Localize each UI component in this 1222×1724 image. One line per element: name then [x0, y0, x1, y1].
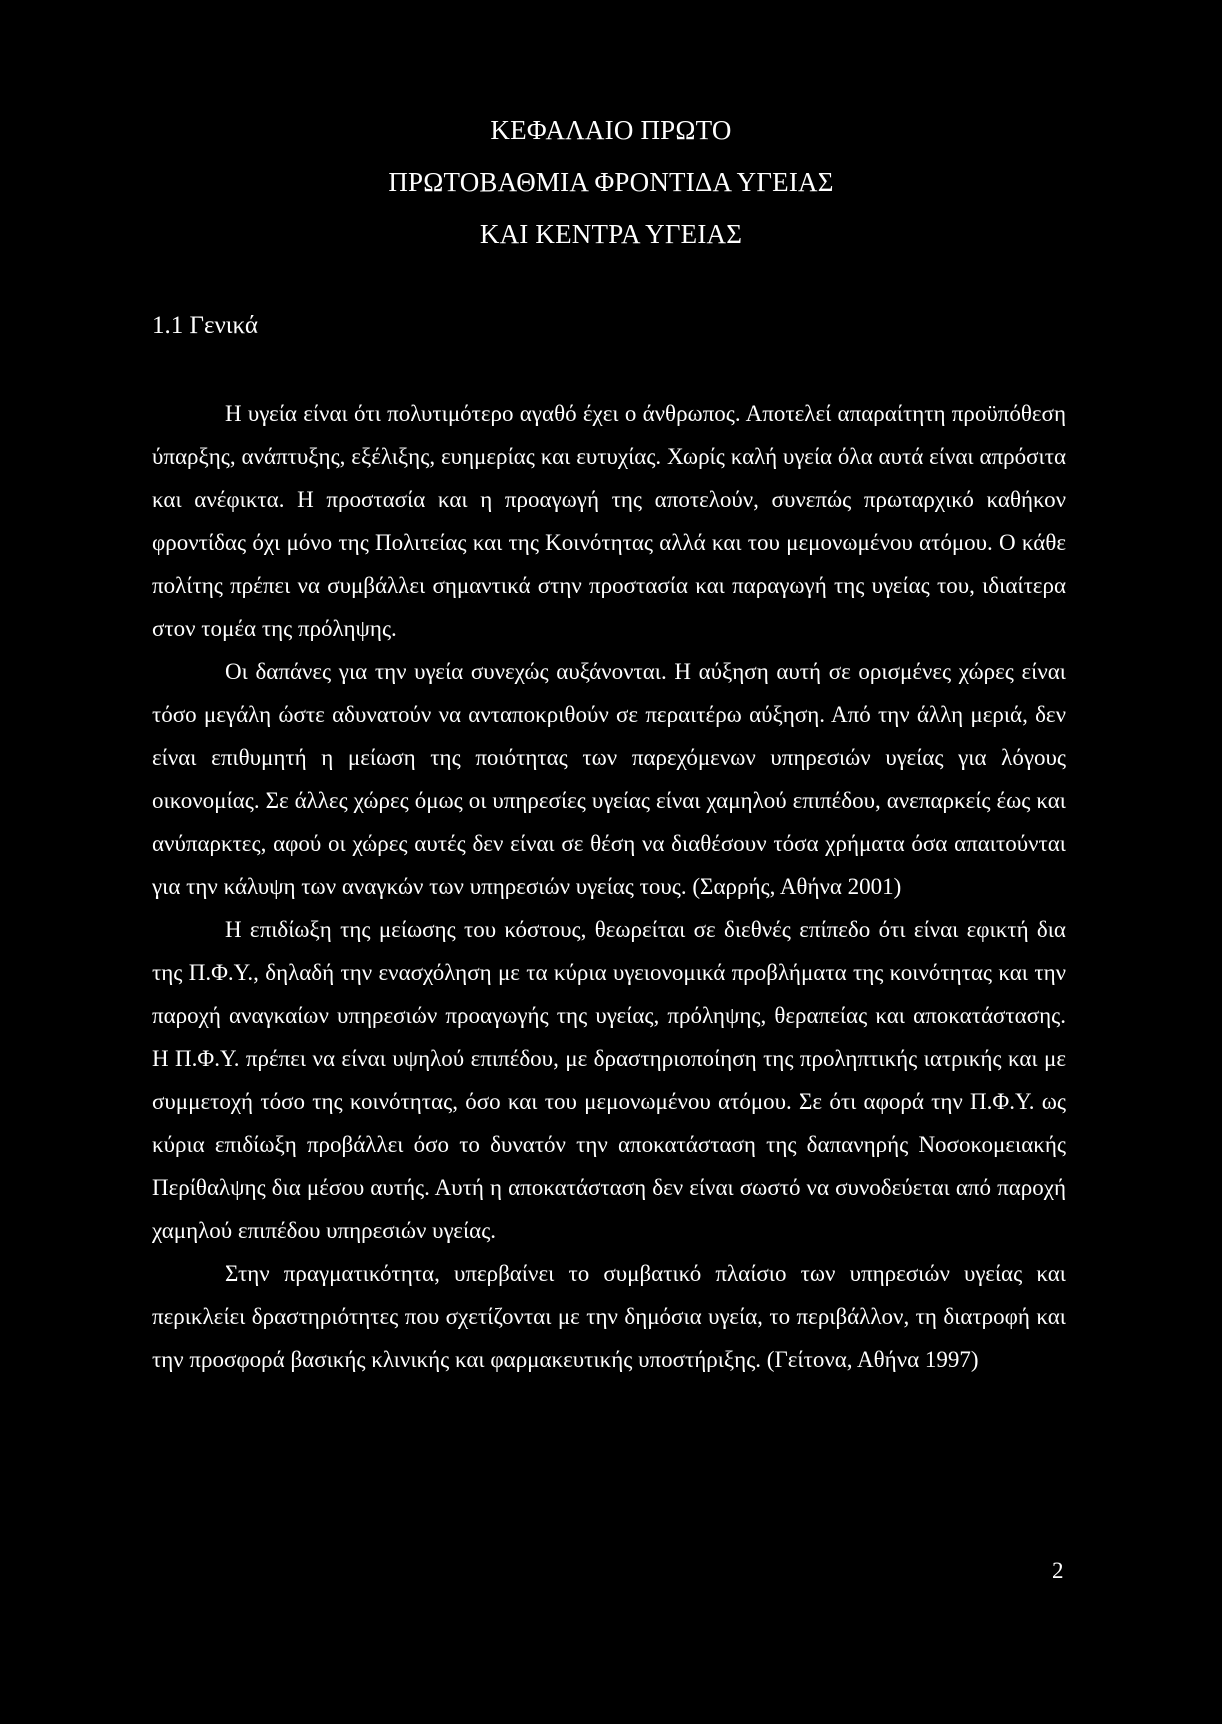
chapter-title-line-2: ΚΑΙ ΚΕΝΤΡΑ ΥΓΕΙΑΣ [479, 219, 743, 249]
body-text [152, 392, 1066, 1381]
paragraph: Η επιδίωξη της μείωσης του κόστους, θεωρείται σε διεθνές επίπεδο ότι είναι εφικτή δια της Π.Φ.Υ., δηλαδή την ενασχόληση με τα κύρια υγειονομικά προβλήματα της κοινότητας και την παροχή αναγκαίων υπηρεσιών προαγωγής της υγείας, πρόληψης, θεραπείας και αποκατάστασης. Η Π.Φ.Υ. πρέπει να είναι υψηλού επιπέδου, με δραστηριοποίηση της προληπτικής ιατρικής και με συμμετοχή τόσο της κοινότητας, όσο και του μεμονωμένου ατόμου. Σε ότι αφορά την Π.Φ.Υ. ως κύρια επιδίωξη προβάλλει όσο το δυνατόν την αποκατάσταση της δαπανηρής Νοσοκομειακής Περίθαλψης δια μέσου αυτής. Αυτή η αποκατάσταση δεν είναι σωστό να συνοδεύεται από παροχή χαμηλού επιπέδου υπηρεσιών υγείας. [152, 917, 1066, 1243]
paragraph: Στην πραγματικότητα, υπερβαίνει το συμβατικό πλαίσιο των υπηρεσιών υγείας και περικλείει δραστηριότητες που σχετίζονται με την δημόσια υγεία, το περιβάλλον, τη διατροφή και την προσφορά βασικής κλινικής και φαρμακευτικής υποστήριξης. (Γείτονα, Αθήνα 1997) [152, 1261, 1066, 1372]
page-number: 2 [1052, 1558, 1064, 1583]
paragraph: Οι δαπάνες για την υγεία συνεχώς αυξάνονται. Η αύξηση αυτή σε ορισμένες χώρες είναι τόσο μεγάλη ώστε αδυνατούν να ανταποκριθούν σε περαιτέρω αύξηση. Από την άλλη μεριά, δεν είναι επιθυμητή η μείωση της ποιότητας των παρεχόμενων υπηρεσιών υγείας για λόγους οικονομίας. Σε άλλες χώρες όμως οι υπηρεσίες υγείας είναι χαμηλού επιπέδου, ανεπαρκείς έως και ανύπαρκτες, αφού οι χώρες αυτές δεν είναι σε θέση να διαθέσουν τόσα χρήματα όσα απαιτούνται για την κάλυψη των αναγκών των υπηρεσιών υγείας τους. (Σαρρής, Αθήνα 2001) [152, 659, 1066, 899]
chapter-title-line-1: ΠΡΩΤΟΒΑΘΜΙΑ ΦΡΟΝΤΙΔΑ ΥΓΕΙΑΣ [388, 167, 834, 197]
chapter-label: ΚΕΦΑΛΑΙΟ ΠΡΩΤΟ [490, 115, 732, 145]
section-title: 1.1 Γενικά [152, 312, 258, 339]
paragraph: Η υγεία είναι ότι πολυτιμότερο αγαθό έχει ο άνθρωπος. Αποτελεί απαραίτητη προϋπόθεση ύπαρξης, ανάπτυξης, εξέλιξης, ευημερίας και ευτυχίας. Χωρίς καλή υγεία όλα αυτά είναι απρόσιτα και ανέφικτα. Η προστασία και η προαγωγή της αποτελούν, συνεπώς πρωταρχικό καθήκον φροντίδας όχι μόνο της Πολιτείας και της Κοινότητας αλλά και του μεμονωμένου ατόμου. Ο κάθε πολίτης πρέπει να συμβάλλει σημαντικά στην προστασία και παραγωγή της υγείας του, ιδιαίτερα στον τομέα της πρόληψης. [152, 401, 1066, 641]
chapter-heading [0, 104, 1222, 260]
